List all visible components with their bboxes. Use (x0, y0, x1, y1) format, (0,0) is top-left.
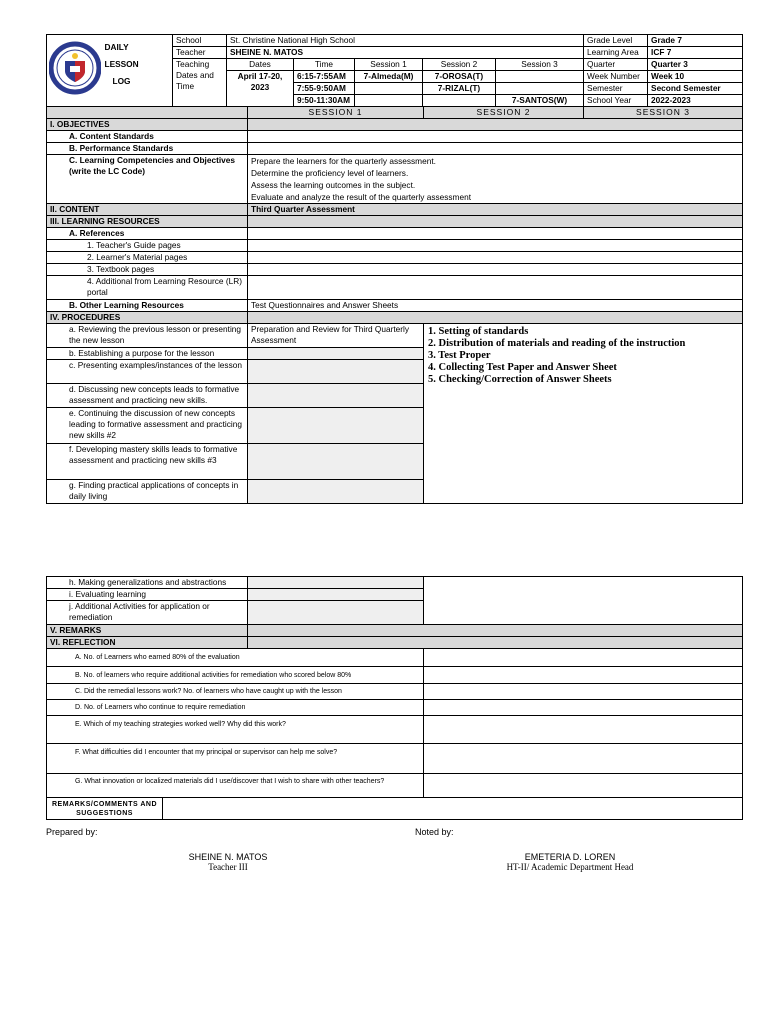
remarks-heading: V. REMARKS (47, 625, 248, 637)
reflection-item-b: B. No. of learners who require additional activities for remediation who scored below 80% (47, 667, 424, 684)
proc-item-j: j. Additional Activities for application or remediation (47, 601, 248, 625)
session-header-2: SESSION 2 (424, 107, 584, 119)
objective-line: Prepare the learners for the quarterly assessment. (251, 156, 436, 166)
session-header-1: SESSION 1 (248, 107, 424, 119)
reflection-item-a: A. No. of Learners who earned 80% of the evaluation (47, 649, 424, 667)
year-label: School Year (584, 95, 648, 107)
s2-time-2: 7-RIZAL(T) (423, 83, 496, 95)
col-dates: Dates (227, 59, 294, 71)
s2-time-1: 7-OROSA(T) (423, 71, 496, 83)
col-session-2: Session 2 (423, 59, 496, 71)
procedures-heading: IV. PROCEDURES (47, 312, 248, 324)
reflection-answer-f (424, 744, 743, 774)
lesson-log-page-2 (46, 576, 742, 820)
header-table (46, 34, 743, 107)
performance-standards: B. Performance Standards (47, 143, 248, 155)
title-line-1: DAILY (104, 42, 129, 52)
year-value: 2022-2023 (648, 95, 743, 107)
s3-time-1 (496, 71, 584, 83)
performance-standards-value (248, 143, 743, 155)
head-title: HT-II/ Academic Department Head (506, 862, 634, 872)
step-item: 1. Setting of standards (428, 326, 529, 337)
remarks-comments-label: REMARKS/COMMENTS AND SUGGESTIONS (47, 798, 163, 820)
ref-item-value (248, 252, 743, 264)
remarks-comments-value (163, 798, 743, 820)
title-line-3: LOG (112, 76, 131, 86)
head-signature-block (480, 852, 660, 872)
proc-d-value (248, 384, 424, 408)
step-item: 5. Checking/Correction of Answer Sheets (428, 374, 612, 385)
school-value: St. Christine National High School (227, 35, 584, 47)
title-line-2: LESSON (104, 59, 139, 69)
proc-item-b: b. Establishing a purpose for the lesson (47, 348, 248, 360)
ref-item: 2. Learner's Material pages (47, 252, 248, 264)
session-header-blank (47, 107, 248, 119)
objective-line: Evaluate and analyze the result of the quarterly assessment (251, 192, 471, 202)
col-session-1: Session 1 (355, 59, 423, 71)
objective-line: Assess the learning outcomes in the subject. (251, 180, 416, 190)
reflection-answer-b (424, 667, 743, 684)
teacher-label: Teacher (173, 47, 227, 59)
reflection-answer-e (424, 716, 743, 744)
area-label: Learning Area (584, 47, 648, 59)
content-heading: II. CONTENT (47, 204, 248, 216)
reflection-heading-fill (248, 637, 743, 649)
s1-time-2 (355, 83, 423, 95)
week-label: Week Number (584, 71, 648, 83)
prepared-by-label: Prepared by: (46, 827, 98, 837)
semester-value: Second Semester (648, 83, 743, 95)
reflection-answer-c (424, 684, 743, 700)
s3-time-3: 7-SANTOS(W) (496, 95, 584, 107)
col-time: Time (294, 59, 355, 71)
content-standards-value (248, 131, 743, 143)
time-1: 6:15-7:55AM (294, 71, 355, 83)
teacher-signature-block (168, 852, 288, 872)
proc-c-value (248, 360, 424, 384)
proc-item-i: i. Evaluating learning (47, 589, 248, 601)
reflection-answer-g (424, 774, 743, 798)
assessment-steps (424, 324, 743, 504)
s1-time-1: 7-Almeda(M) (355, 71, 423, 83)
title-block (105, 35, 173, 107)
teacher-value: SHEINE N. MATOS (227, 47, 584, 59)
proc-a-value: Preparation and Review for Third Quarterly Assessment (248, 324, 424, 348)
s2-time-3 (423, 95, 496, 107)
deped-seal-icon (49, 37, 101, 99)
proc-item-h: h. Making generalizations and abstractions (47, 577, 248, 589)
s1-time-3 (355, 95, 423, 107)
references-value (248, 228, 743, 240)
grade-label: Grade Level (584, 35, 648, 47)
ref-item-value (248, 240, 743, 252)
reflection-heading: VI. REFLECTION (47, 637, 248, 649)
proc-item-d: d. Discussing new concepts leads to formative assessment and practicing new skills. (47, 384, 248, 408)
objectives-heading: I. OBJECTIVES (47, 119, 248, 131)
ref-item: 3. Textbook pages (47, 264, 248, 276)
proc-item-f: f. Developing mastery skills leads to formative assessment and practicing new skills #3 (47, 444, 248, 480)
content-value: Third Quarter Assessment (248, 204, 743, 216)
session-header-3: SESSION 3 (584, 107, 743, 119)
proc-h-value (248, 577, 424, 589)
proc-hij-sessions (424, 577, 743, 625)
quarter-value: Quarter 3 (648, 59, 743, 71)
reflection-item-f: F. What difficulties did I encounter that my principal or supervisor can help me solve? (47, 744, 424, 774)
content-standards: A. Content Standards (47, 131, 248, 143)
time-3: 9:50-11:30AM (294, 95, 355, 107)
semester-label: Semester (584, 83, 648, 95)
objectives-list (248, 155, 743, 204)
procedures-heading-fill (248, 312, 743, 324)
objective-line: Determine the proficiency level of learners. (251, 168, 409, 178)
objectives-heading-fill (248, 119, 743, 131)
resources-heading-fill (248, 216, 743, 228)
ref-item-value (248, 276, 743, 300)
lesson-log-page-1 (46, 34, 742, 504)
competencies-label: C. Learning Competencies and Objectives (write the LC Code) (47, 155, 248, 204)
reflection-item-c: C. Did the remedial lessons work? No. of learners who have caught up with the lesson (47, 684, 424, 700)
reflection-answer-a (424, 649, 743, 667)
teacher-title: Teacher III (208, 862, 248, 872)
time-2: 7:55-9:50AM (294, 83, 355, 95)
ref-item: 4. Additional from Learning Resource (LR) portal (47, 276, 248, 300)
references-label: A. References (47, 228, 248, 240)
quarter-label: Quarter (584, 59, 648, 71)
remarks-value (248, 625, 743, 637)
proc-item-a: a. Reviewing the previous lesson or presenting the new lesson (47, 324, 248, 348)
proc-i-value (248, 589, 424, 601)
area-value: ICF 7 (648, 47, 743, 59)
reflection-item-d: D. No. of Learners who continue to require remediation (47, 700, 424, 716)
s3-time-2 (496, 83, 584, 95)
reflection-item-e: E. Which of my teaching strategies worked well? Why did this work? (47, 716, 424, 744)
ref-item-value (248, 264, 743, 276)
proc-j-value (248, 601, 424, 625)
dates-label: Teaching Dates and Time (173, 59, 227, 107)
noted-by-label: Noted by: (415, 827, 454, 837)
col-session-3: Session 3 (496, 59, 584, 71)
other-resources-label: B. Other Learning Resources (47, 300, 248, 312)
step-item: 4. Collecting Test Paper and Answer Sheet (428, 362, 617, 373)
teacher-name: SHEINE N. MATOS (188, 852, 268, 862)
proc-f-value (248, 444, 424, 480)
reflection-table (46, 576, 743, 820)
dates-value: April 17-20, 2023 (227, 71, 294, 107)
deped-seal (47, 35, 105, 107)
lesson-table (46, 106, 743, 504)
reflection-answer-d (424, 700, 743, 716)
reflection-item-g: G. What innovation or localized materials did I use/discover that I wish to share with other teachers? (47, 774, 424, 798)
proc-e-value (248, 408, 424, 444)
proc-item-c: c. Presenting examples/instances of the lesson (47, 360, 248, 384)
proc-g-value (248, 480, 424, 504)
head-name: EMETERIA D. LOREN (524, 852, 616, 862)
grade-value: Grade 7 (648, 35, 743, 47)
proc-b-value (248, 348, 424, 360)
step-item: 2. Distribution of materials and reading of the instruction (428, 338, 686, 349)
resources-heading: III. LEARNING RESOURCES (47, 216, 248, 228)
school-label: School (173, 35, 227, 47)
step-item: 3. Test Proper (428, 350, 491, 361)
proc-item-g: g. Finding practical applications of concepts in daily living (47, 480, 248, 504)
other-resources-value: Test Questionnaires and Answer Sheets (248, 300, 743, 312)
ref-item: 1. Teacher's Guide pages (47, 240, 248, 252)
week-value: Week 10 (648, 71, 743, 83)
proc-item-e: e. Continuing the discussion of new concepts leading to formative assessment and practicing new skills #2 (47, 408, 248, 444)
